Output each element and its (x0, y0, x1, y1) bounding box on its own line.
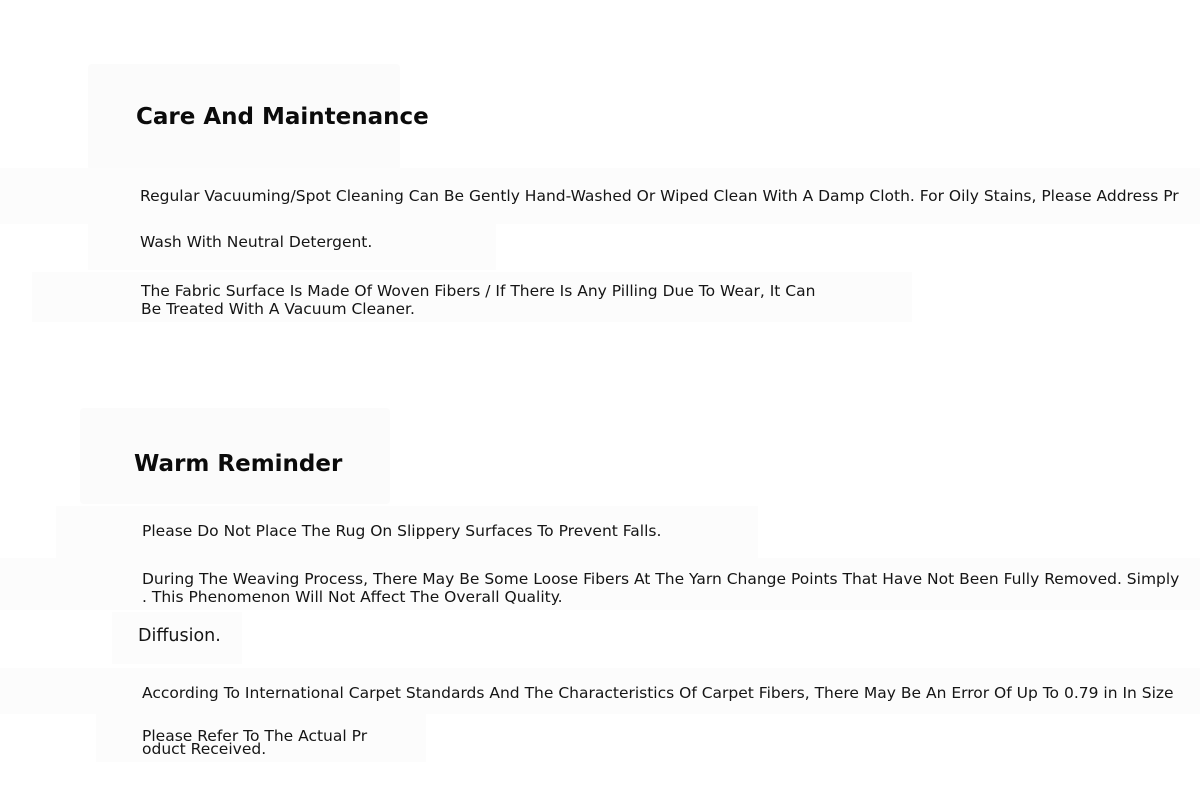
reminder-heading: Warm Reminder (134, 451, 343, 477)
care-paragraph-2: Wash With Neutral Detergent. (140, 233, 373, 251)
care-paragraph-1: Regular Vacuuming/Spot Cleaning Can Be Gently Hand-Washed Or Wiped Clean With A Damp Cloth. For Oily Stains, Please Address Pr (140, 187, 1179, 205)
reminder-paragraph-3: Diffusion. (138, 626, 221, 646)
reminder-paragraph-5-line-2: oduct Received. (142, 740, 267, 758)
reminder-paragraph-1: Please Do Not Place The Rug On Slippery Surfaces To Prevent Falls. (142, 522, 662, 540)
care-paragraph-3-line-2: Be Treated With A Vacuum Cleaner. (141, 300, 415, 318)
care-heading: Care And Maintenance (136, 104, 429, 130)
reminder-paragraph-2-line-1: During The Weaving Process, There May Be Some Loose Fibers At The Yarn Change Points That Have Not Been Fully Removed. Simply (142, 570, 1180, 588)
care-paragraph-3-line-1: The Fabric Surface Is Made Of Woven Fibers / If There Is Any Pilling Due To Wear, It Can (141, 282, 816, 300)
reminder-paragraph-5-line-1: Please Refer To The Actual Pr (142, 727, 368, 745)
reminder-paragraph-4: According To International Carpet Standards And The Characteristics Of Carpet Fibers, There May Be An Error Of Up To 0.79 in In Size (142, 684, 1174, 702)
reminder-paragraph-2-line-2: . This Phenomenon Will Not Affect The Overall Quality. (142, 588, 563, 606)
